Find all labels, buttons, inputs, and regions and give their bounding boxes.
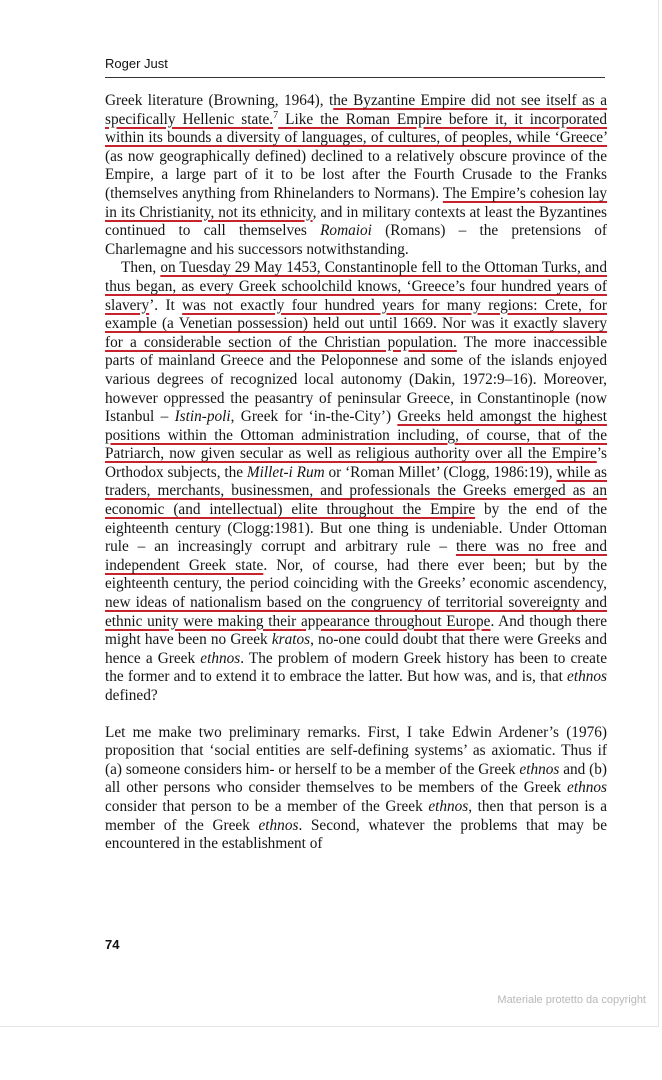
page-number: 74 — [105, 937, 120, 952]
text-run: , no-one could doubt that there were Greeks and hence a Greek — [105, 631, 607, 667]
body-text — [105, 92, 607, 854]
underlined-passage: new ideas of nationalism based on the congruency of territorial sovereignty and ethnic unity were making their appearance throughout Europe — [105, 594, 607, 630]
paragraph — [105, 724, 607, 854]
underlined-passage: on Tuesday 29 May 1453, Constantinople fell to the Ottoman Turks, and thus began, as every Greek schoolchild knows, ‘Greece’s four hundred years of slavery — [105, 259, 607, 314]
text-run: . Second, whatever the problems that may be encountered in the establishment of — [105, 816, 607, 853]
underlined-passage: there was no free and independent Greek state — [105, 538, 607, 574]
text-run: Greek literature (Browning, 1964), t — [105, 92, 334, 109]
text-run: ’s Orthodox subjects, the — [105, 445, 607, 481]
footnote-marker: 7 — [273, 109, 279, 121]
italic-term: ethnos — [567, 668, 607, 686]
text-run: . Nor, of course, had there ever been; but by the eighteenth century, the period coinciding with the Greeks’ economic ascendency, — [105, 556, 607, 593]
text-run: , and in military contexts at least the Byzantines continued to call themselves — [105, 203, 607, 240]
underlined-passage: was not exactly four hundred years for many regions: Crete, for example (a Venetian possession) held out until 1669. Nor was it exactly slavery for a considerable section of the Christian population. — [105, 296, 607, 351]
text-run: Let me make two preliminary remarks. First, I take Edwin Ardener’s (1976) proposition that ‘social entities are self-defining systems’ as axiomatic. Thus if (a) someone considers him- or herself to be a member of the Greek — [105, 723, 607, 778]
italic-term: ethnos — [428, 797, 469, 815]
italic-term: Millet-i Rum — [246, 463, 325, 481]
italic-term: Romaioi — [320, 222, 372, 240]
text-run: Then, — [121, 259, 161, 277]
header-rule — [105, 77, 605, 78]
paragraph — [105, 92, 607, 259]
underlined-passage: The Empire’s cohesion lay in its Christianity, not its ethnicity — [105, 184, 608, 221]
text-run: defined? — [105, 687, 158, 704]
italic-term: ethnos — [567, 779, 607, 797]
text-run: (as now geographically defined) declined to a relatively obscure province of the Empire, a large part of it to be lost after the Fourth Crusade to the Franks (themselves anything from Rhinelanders to Normans). — [105, 147, 607, 202]
running-head-author: Roger Just — [105, 56, 168, 71]
text-run: or ‘Roman Millet’ (Clogg, 1986:19), — [324, 463, 557, 481]
paragraph — [105, 259, 607, 705]
text-run: The more inaccessible parts of mainland Greece and the Peloponnese and some of the islands enjoyed various degrees of recognized local autonomy (Dakin, 1972:9–16). Moreover, however oppressed the peasantry of peninsular Greece, in Constantinople (now Istanbul – — [105, 333, 608, 426]
italic-term: Istin-poli — [174, 408, 231, 426]
italic-term: ethnos — [200, 649, 241, 667]
text-run: and (b) all other persons who consider themselves to be members of the Greek — [105, 760, 607, 797]
underlined-passage: Like the Roman Empire before it, it incorporated within its bounds a diversity of languages, of cultures, of peoples, while ‘Greece’ — [105, 110, 607, 147]
text-run: . And though there might have been no Greek — [105, 612, 607, 649]
underlined-passage: Greeks held amongst the highest positions within the Ottoman administration including, of course, that of the Patriarch, now given secular as well as religious authority over all the Empire — [105, 408, 607, 463]
text-run: , Greek for ‘in-the-City’) — [230, 408, 398, 426]
text-run: ’. It — [149, 296, 183, 314]
italic-term: ethnos — [258, 816, 299, 834]
copyright-watermark: Materiale protetto da copyright — [497, 994, 646, 1006]
text-run: . The problem of modern Greek history has been to create the former and to extend it to embrace the latter. But how was, and is, that — [105, 649, 608, 686]
underlined-passage: he Byzantine Empire did not see itself as a specifically Hellenic state. — [105, 92, 607, 128]
underlined-passage: while as traders, merchants, businessmen, and professionals the Greeks emerged as an economic (and intellectual) elite throughout the Empire — [105, 463, 607, 519]
text-run: (Romans) – the pretensions of Charlemagne and his successors notwithstanding. — [105, 222, 607, 258]
text-run: consider that person to be a member of the Greek — [105, 797, 429, 815]
text-run: , then that person is a member of the Greek — [105, 797, 607, 834]
text-run: by the end of the eighteenth century (Clogg:1981). But one thing is undeniable. Under Ottoman rule – an increasingly corrupt and arbitrary rule – — [105, 501, 608, 556]
italic-term: ethnos — [519, 760, 560, 778]
italic-term: kratos — [271, 631, 311, 649]
